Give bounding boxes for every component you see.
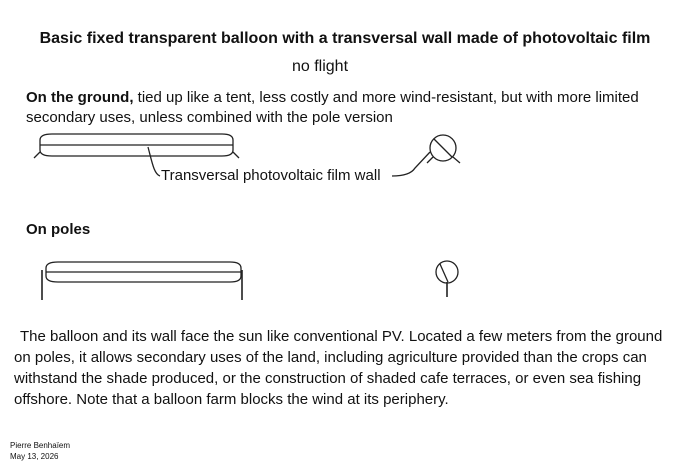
diagram-title: Basic fixed transparent balloon with a transversal wall made of photovoltaic film (39, 30, 651, 47)
description-paragraph (14, 326, 674, 410)
author-block (10, 440, 70, 462)
poles-heading: On poles (26, 221, 91, 238)
pole-balloon-end-view (436, 261, 458, 297)
description-rest: ground on poles, it allows secondary uses of the land, including agriculture provided than the crops can withstand the shade produced, or the construction of shaded cafe terraces, or even sea fishing offshore. Note that a balloon farm blocks the wind at its periphery. (14, 328, 663, 408)
diagram-subtitle: no flight (291, 58, 349, 75)
author-date: May 13, 2026 (10, 452, 59, 461)
wall-label: Transversal photovoltaic film wall (161, 167, 381, 184)
author-name: Pierre Benhaïem (10, 441, 71, 450)
ground-description: tied up like a tent, less costly and more wind-resistant, but with more limited secondary uses, unless combined with the pole version (26, 89, 639, 126)
description-line-1: The balloon and its wall face the sun like conventional PV. Located a few meters from the (20, 328, 612, 345)
ground-balloon-end-view (392, 135, 460, 176)
ground-heading: On the ground, (26, 89, 134, 106)
pole-balloon-side-view (42, 262, 242, 300)
